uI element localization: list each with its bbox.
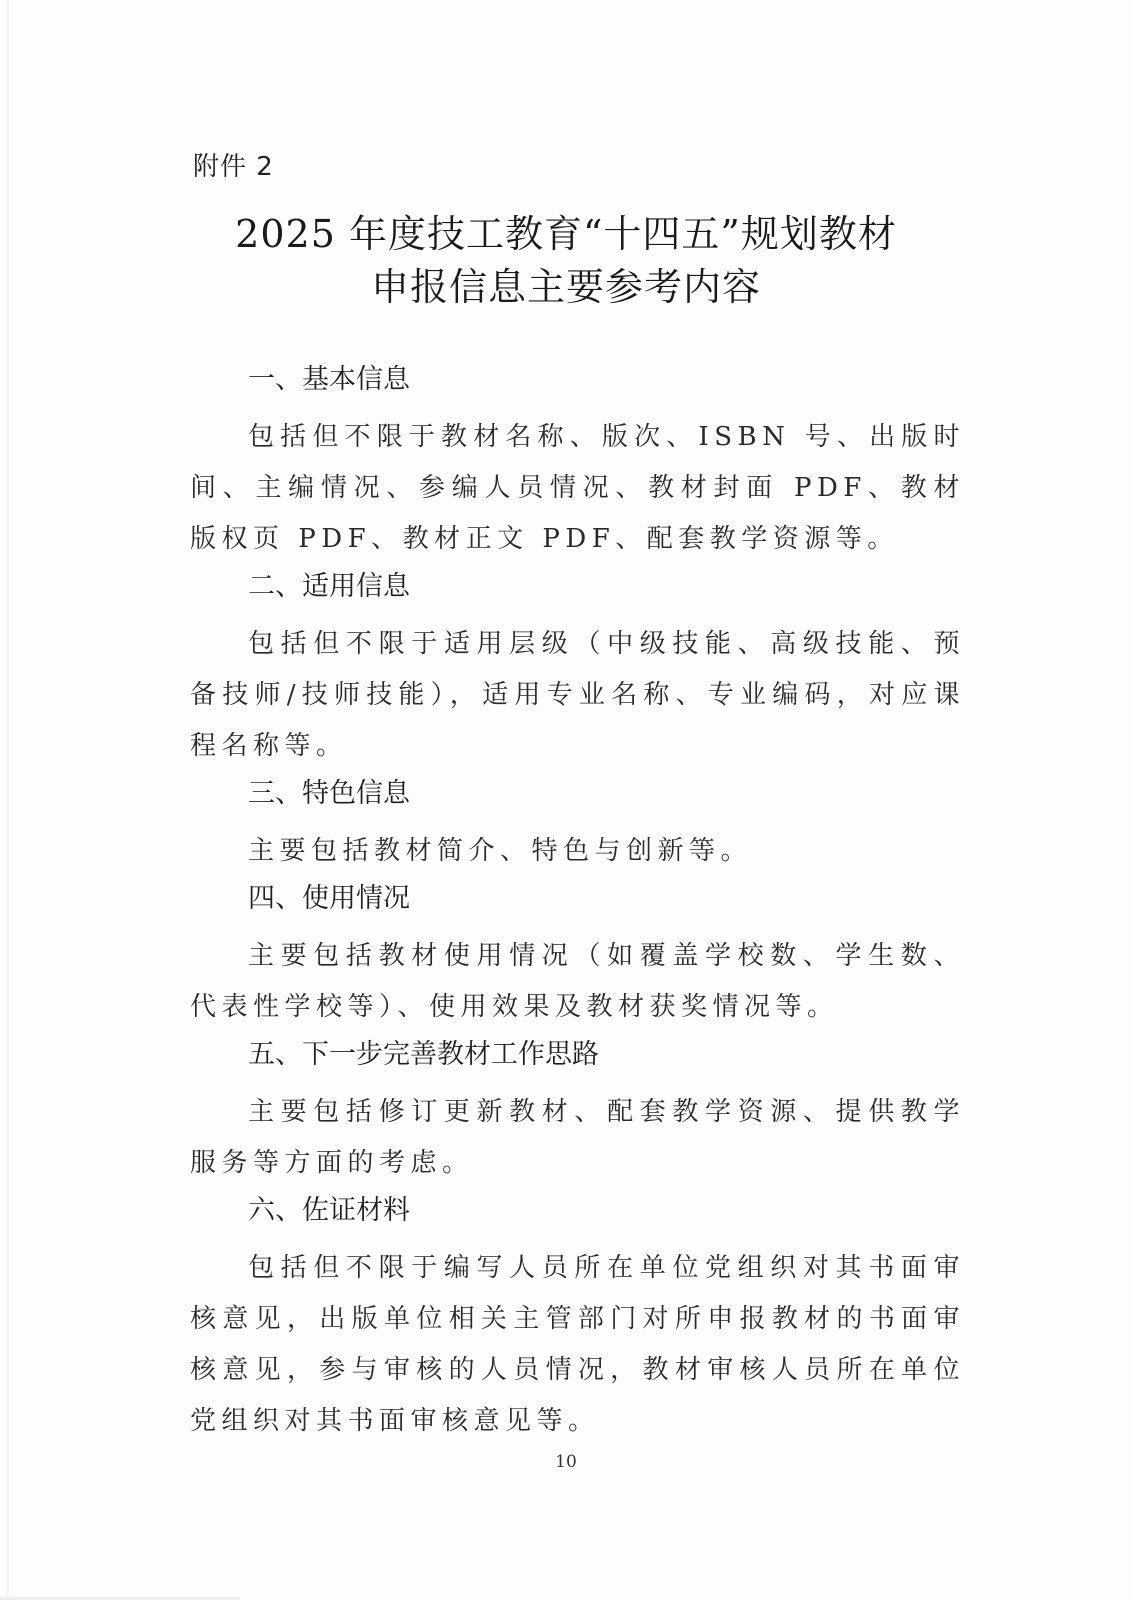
section-heading: 五、下一步完善教材工作思路	[248, 1039, 599, 1070]
section-basic-info	[190, 360, 965, 565]
page-number: 10	[555, 1452, 577, 1472]
section-paragraph: 包括但不限于适用层级（中级技能、高级技能、预备技师/技师技能），适用专业名称、专业编码，对应课程名称等。	[190, 629, 965, 761]
section-heading: 二、适用信息	[248, 571, 410, 602]
document-title-line-2: 申报信息主要参考内容	[370, 265, 761, 309]
section-paragraph: 包括但不限于编写人员所在单位党组织对其书面审核意见，出版单位相关主管部门对所申报教材的书面审核意见，参与审核的人员情况，教材审核人员所在单位党组织对其书面审核意见等。	[190, 1253, 965, 1436]
section-heading: 四、使用情况	[248, 883, 410, 914]
section-feature-info	[190, 774, 965, 877]
section-paragraph: 包括但不限于教材名称、版次、ISBN 号、出版时间、主编情况、参编人员情况、教材封面 PDF、教材版权页 PDF、教材正文 PDF、配套教学资源等。	[190, 422, 965, 554]
section-next-steps	[190, 1035, 965, 1189]
document-title-line-1: 2025 年度技工教育“十四五”规划教材	[235, 212, 897, 256]
attachment-label: 附件 2	[193, 152, 274, 182]
section-applicable-info	[190, 567, 965, 772]
section-paragraph: 主要包括教材使用情况（如覆盖学校数、学生数、代表性学校等）、使用效果及教材获奖情况等。	[190, 941, 965, 1022]
section-paragraph: 主要包括修订更新教材、配套教学资源、提供教学服务等方面的考虑。	[190, 1097, 965, 1178]
section-heading: 一、基本信息	[248, 364, 410, 395]
section-heading: 六、佐证材料	[248, 1195, 410, 1226]
document-body	[190, 360, 965, 1449]
section-paragraph: 主要包括教材简介、特色与创新等。	[248, 836, 753, 866]
section-usage	[190, 879, 965, 1033]
section-heading: 三、特色信息	[248, 778, 410, 809]
section-supporting-materials	[190, 1191, 965, 1447]
